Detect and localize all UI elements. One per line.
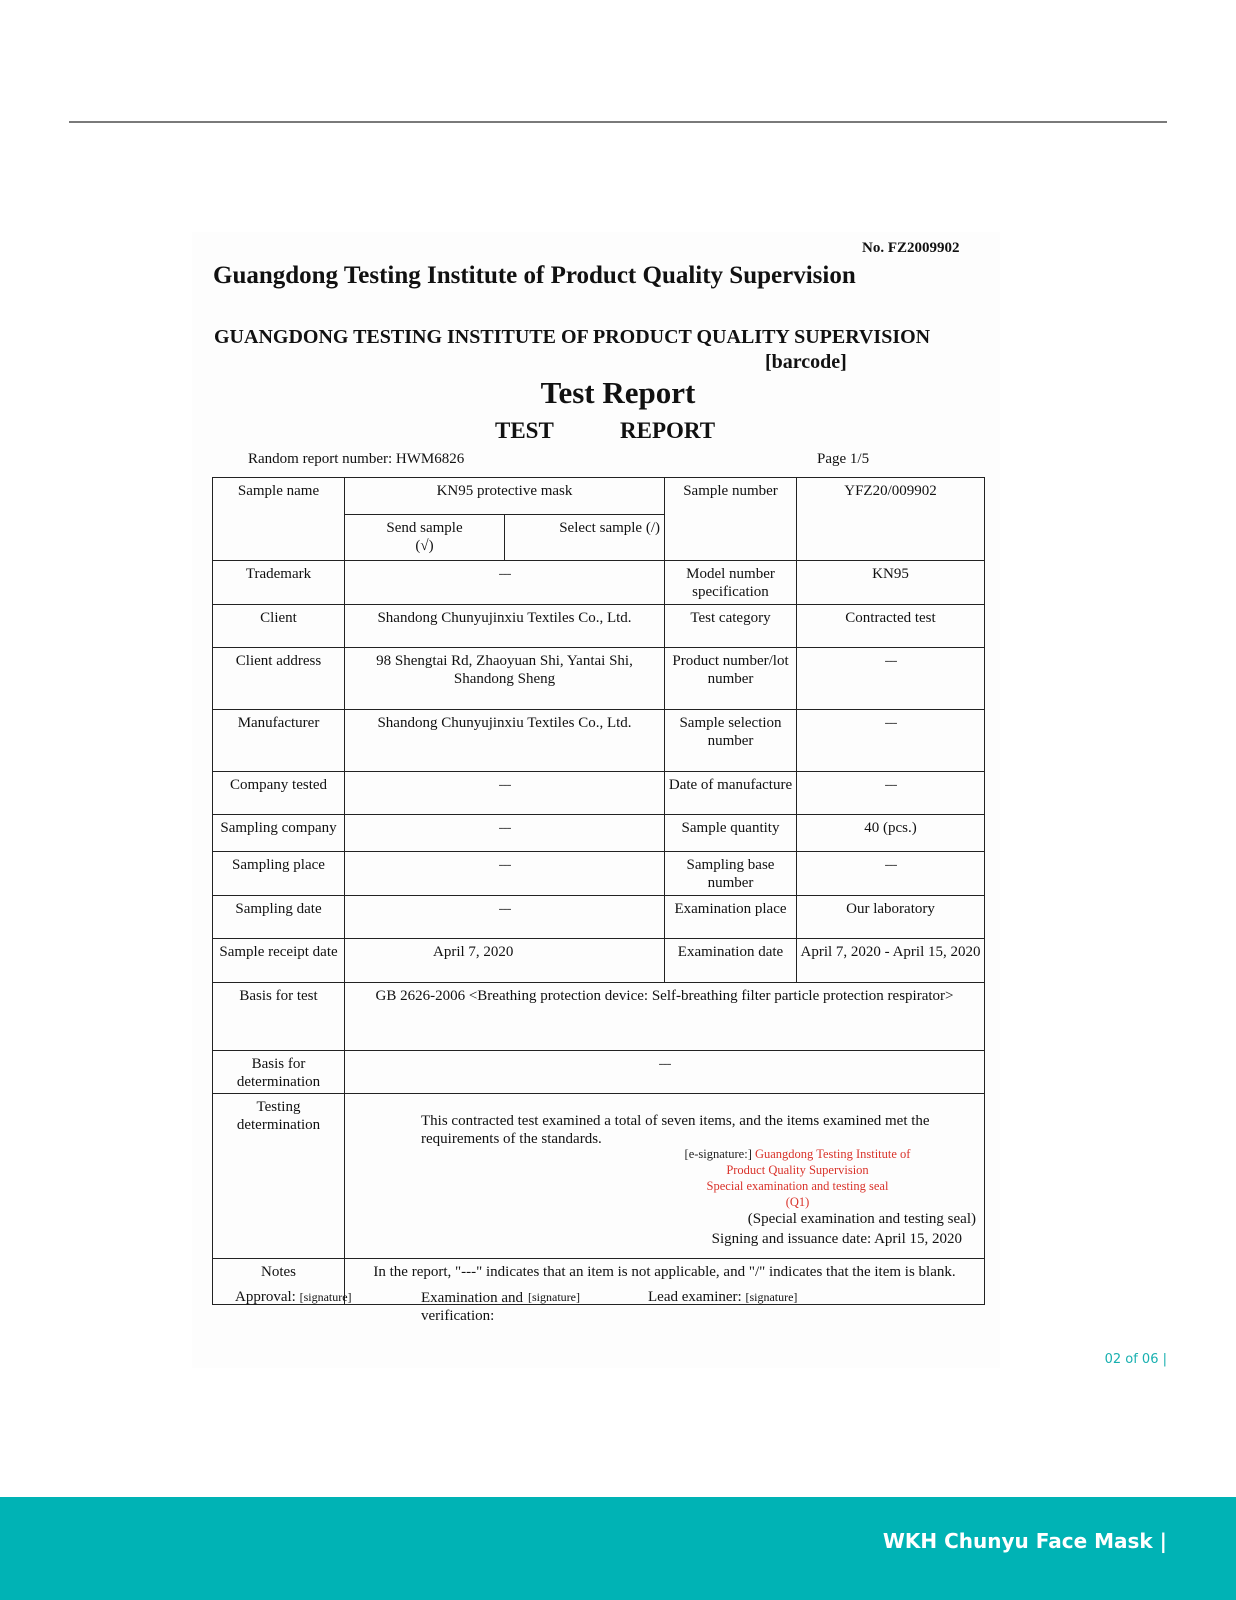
report-title: Test Report	[540, 375, 696, 410]
model-value: KN95	[797, 561, 985, 605]
barcode-note: [barcode]	[765, 351, 847, 373]
report-table	[212, 477, 985, 1305]
receipt-date-label: Sample receipt date	[213, 939, 345, 983]
institute-title: Guangdong Testing Institute of Product Quality Supervision	[213, 262, 856, 289]
send-sample-label: Send sample	[386, 520, 463, 536]
sample-name-label: Sample name	[213, 478, 345, 561]
sample-selection-label: Sample selection number	[665, 710, 797, 772]
sampling-company-label: Sampling company	[213, 815, 345, 852]
sampling-base-value: ---	[797, 852, 985, 896]
manufacturer-value: Shandong Chunyujinxiu Textiles Co., Ltd.	[345, 710, 665, 772]
signing-date: Signing and issuance date: April 15, 2020	[711, 1231, 962, 1247]
sample-number-label: Sample number	[665, 478, 797, 561]
e-signature-org-line1: Guangdong Testing Institute of	[754, 1147, 911, 1161]
notes-label: Notes	[213, 1259, 345, 1305]
client-address-value: 98 Shengtai Rd, Zhaoyuan Shi, Yantai Shi, Shandong Sheng	[345, 648, 665, 710]
examination-signature: [signature]	[528, 1290, 580, 1304]
examination-label: Examination and verification:	[421, 1290, 524, 1324]
e-signature-seal	[665, 1146, 930, 1210]
report-title-word-report: REPORT	[620, 418, 716, 443]
trademark-value: ---	[345, 561, 665, 605]
approval-label: Approval:	[235, 1289, 296, 1305]
examination-place-value: Our laboratory	[797, 896, 985, 939]
test-category-value: Contracted test	[797, 605, 985, 648]
testing-determination-cell	[345, 1094, 985, 1259]
date-manufacture-value: ---	[797, 772, 985, 815]
basis-test-label: Basis for test	[213, 983, 345, 1051]
sampling-company-value: ---	[345, 815, 665, 852]
determination-text: This contracted test examined a total of seven items, and the items examined met the requirements of the standards.	[421, 1113, 930, 1147]
sampling-place-label: Sampling place	[213, 852, 345, 896]
e-signature-seal-name: Special examination and testing seal	[706, 1179, 889, 1193]
sampling-base-label: Sampling base number	[665, 852, 797, 896]
sample-quantity-value: 40 (pcs.)	[797, 815, 985, 852]
report-title-word-test: TEST	[495, 418, 554, 443]
model-label: Model number specification	[665, 561, 797, 605]
lead-examiner-line	[648, 1289, 797, 1306]
testing-determination-label: Testing determination	[213, 1094, 345, 1259]
sample-quantity-label: Sample quantity	[665, 815, 797, 852]
page-counter: 02 of 06 |	[1104, 1352, 1167, 1367]
e-signature-org-line2: Product Quality Supervision	[726, 1163, 869, 1177]
sampling-place-value: ---	[345, 852, 665, 896]
top-rule	[69, 121, 1167, 123]
sample-name-value: KN95 protective mask	[345, 478, 665, 515]
client-label: Client	[213, 605, 345, 648]
approval-line	[235, 1289, 352, 1306]
product-lot-value: ---	[797, 648, 985, 710]
notes-value: In the report, "---" indicates that an item is not applicable, and "/" indicates that the item is blank.	[345, 1259, 985, 1305]
report-page-number: Page 1/5	[817, 451, 870, 467]
client-value: Shandong Chunyujinxiu Textiles Co., Ltd.	[345, 605, 665, 648]
footer-title: WKH Chunyu Face Mask |	[882, 1529, 1167, 1553]
company-tested-value: ---	[345, 772, 665, 815]
examination-place-label: Examination place	[665, 896, 797, 939]
manufacturer-label: Manufacturer	[213, 710, 345, 772]
select-sample-label: Select sample (/)	[505, 515, 665, 561]
send-sample-cell	[345, 515, 505, 561]
approval-signature: [signature]	[299, 1290, 352, 1304]
company-tested-label: Company tested	[213, 772, 345, 815]
e-signature-code: (Q1)	[785, 1195, 810, 1209]
basis-determination-label: Basis for determination	[213, 1051, 345, 1094]
report-number: No. FZ2009902	[862, 240, 960, 256]
basis-test-value: GB 2626-2006 <Breathing protection device: Self-breathing filter particle protection respirator>	[345, 983, 985, 1051]
random-report-number: Random report number: HWM6826	[248, 451, 465, 467]
examination-date-label: Examination date	[665, 939, 797, 983]
sample-selection-value: ---	[797, 710, 985, 772]
lead-examiner-label: Lead examiner:	[648, 1289, 742, 1305]
determination-signature-block	[345, 1148, 984, 1258]
sampling-date-label: Sampling date	[213, 896, 345, 939]
examination-date-value: April 7, 2020 - April 15, 2020	[797, 939, 985, 983]
seal-note: (Special examination and testing seal)	[747, 1211, 976, 1227]
test-category-label: Test category	[665, 605, 797, 648]
date-manufacture-label: Date of manufacture	[665, 772, 797, 815]
institute-title-caps: GUANGDONG TESTING INSTITUTE OF PRODUCT QUALITY SUPERVISION	[214, 326, 931, 348]
receipt-date-value: April 7, 2020	[345, 939, 665, 983]
basis-determination-value: ---	[345, 1051, 985, 1094]
send-sample-mark: (√)	[415, 538, 434, 554]
sample-number-value: YFZ20/009902	[797, 478, 985, 561]
e-signature-label: [e-signature:]	[684, 1147, 752, 1161]
footer-bar	[0, 1497, 1236, 1600]
client-address-label: Client address	[213, 648, 345, 710]
sampling-date-value: ---	[345, 896, 665, 939]
trademark-label: Trademark	[213, 561, 345, 605]
lead-examiner-signature: [signature]	[745, 1290, 798, 1304]
product-lot-label: Product number/lot number	[665, 648, 797, 710]
